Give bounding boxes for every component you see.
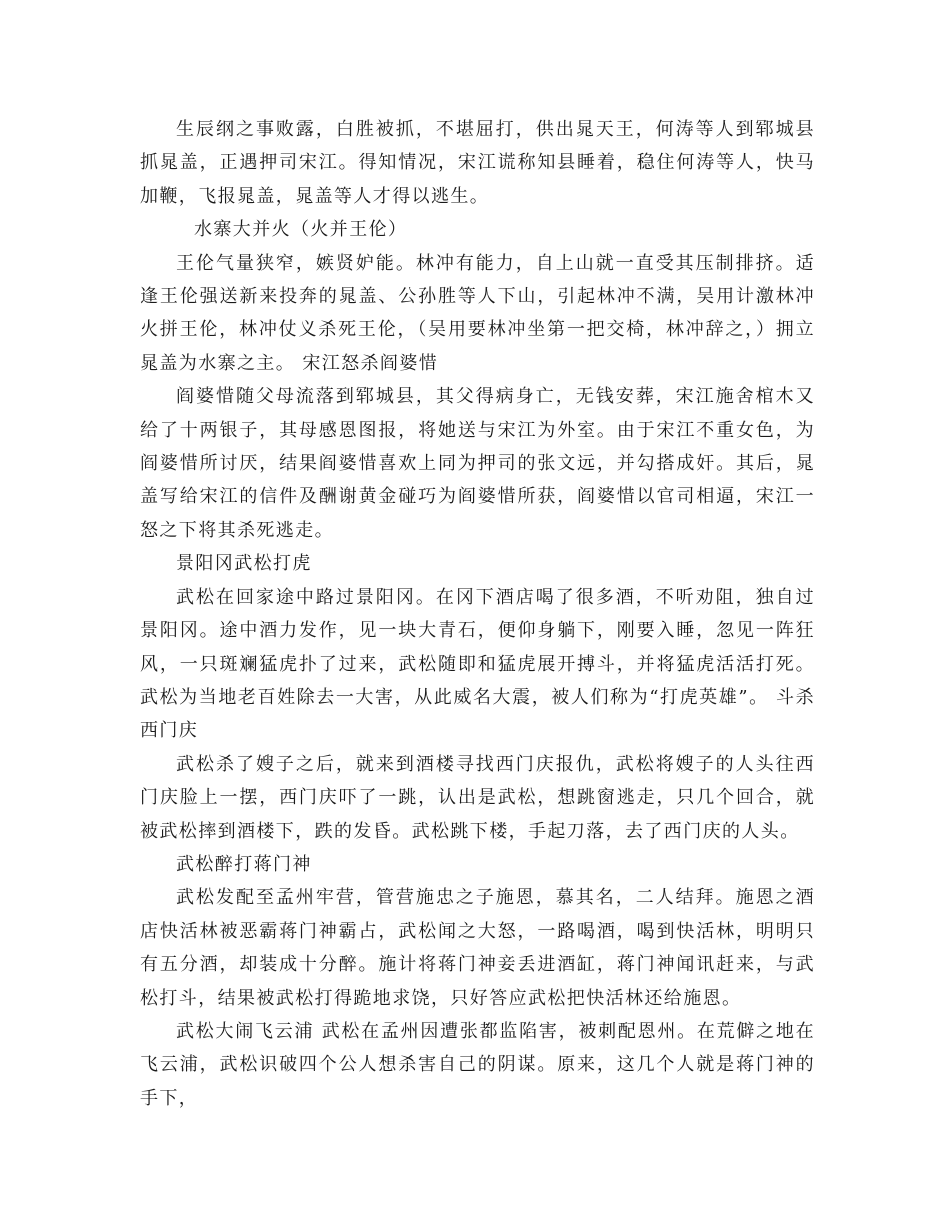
paragraph-shengchengang: 生辰纲之事败露，白胜被抓，不堪屈打，供出晁天王，何涛等人到郓城县抓晁盖，正遇押司宋江。得知情况，宋江谎称知县睡着，稳住何涛等人，快马加鞭，飞报晁盖，晁盖等人才得以逃生。	[140, 119, 815, 207]
heading-jingyanggang: 景阳冈武松打虎	[176, 553, 312, 575]
heading-jiangmenshen: 武松醉打蒋门神	[176, 853, 312, 875]
paragraph-dahu: 武松在回家途中路过景阳冈。在冈下酒店喝了很多酒，不听劝阻，独自过景阳冈。途中酒力发作，见一块大青石，便仰身躺下，刚要入睡，忽见一阵狂风，一只斑斓猛虎扑了过来，武松随即和猛虎展开搏斗，并将猛虎活活打死。武松为当地老百姓除去一大害，从此威名大震，被人们称为“打虎英雄”。 斗杀西门庆	[140, 586, 815, 742]
paragraph-kuaihuolin: 武松发配至孟州牢营，管营施忠之子施恩，慕其名，二人结拜。施恩之酒店快活林被恶霸蒋门神霸占，武松闻之大怒，一路喝酒，喝到快活林，明明只有五分酒，却装成十分醉。施计将蒋门神妾丢进酒缸，蒋门神闻讯赶来，与武松打斗，结果被武松打得跪地求饶，只好答应武松把快活林还给施恩。	[140, 887, 815, 1009]
paragraph-feiyunpu: 武松大闹飞云浦 武松在孟州因遭张都监陷害，被刺配恩州。在荒僻之地在飞云浦，武松识破四个公人想杀害自己的阴谋。原来，这几个人就是蒋门神的手下，	[140, 1020, 815, 1109]
paragraph-ximenqing: 武松杀了嫂子之后，就来到酒楼寻找西门庆报仇，武松将嫂子的人头往西门庆脸上一摆，西门庆吓了一跳，认出是武松，想跳窗逃走，只几个回合，就被武松摔到酒楼下，跌的发昏。武松跳下楼，手起刀落，去了西门庆的人头。	[140, 753, 815, 842]
paragraph-wanglun: 王伦气量狭窄，嫉贤妒能。林冲有能力，自上山就一直受其压制排挤。适逢王伦强送新来投奔的晁盖、公孙胜等人下山，引起林冲不满，吴用计激林冲火拼王伦，林冲仗义杀死王伦，（吴用要林冲坐第一把交椅，林冲辞之，）拥立晁盖为水寨之主。 宋江怒杀阎婆惜	[140, 252, 815, 374]
heading-shuizhai: 水寨大并火（火并王伦）	[194, 219, 408, 241]
document-body	[140, 113, 815, 1115]
paragraph-yanpoxi: 阎婆惜随父母流落到郓城县，其父得病身亡，无钱安葬，宋江施舍棺木又给了十两银子，其母感恩图报，将她送与宋江为外室。由于宋江不重女色，为阎婆惜所讨厌，结果阎婆惜喜欢上同为押司的张文远，并勾搭成奸。其后，晁盖写给宋江的信件及酬谢黄金碰巧为阎婆惜所获，阎婆惜以官司相逼，宋江一怒之下将其杀死逃走。	[140, 386, 815, 541]
